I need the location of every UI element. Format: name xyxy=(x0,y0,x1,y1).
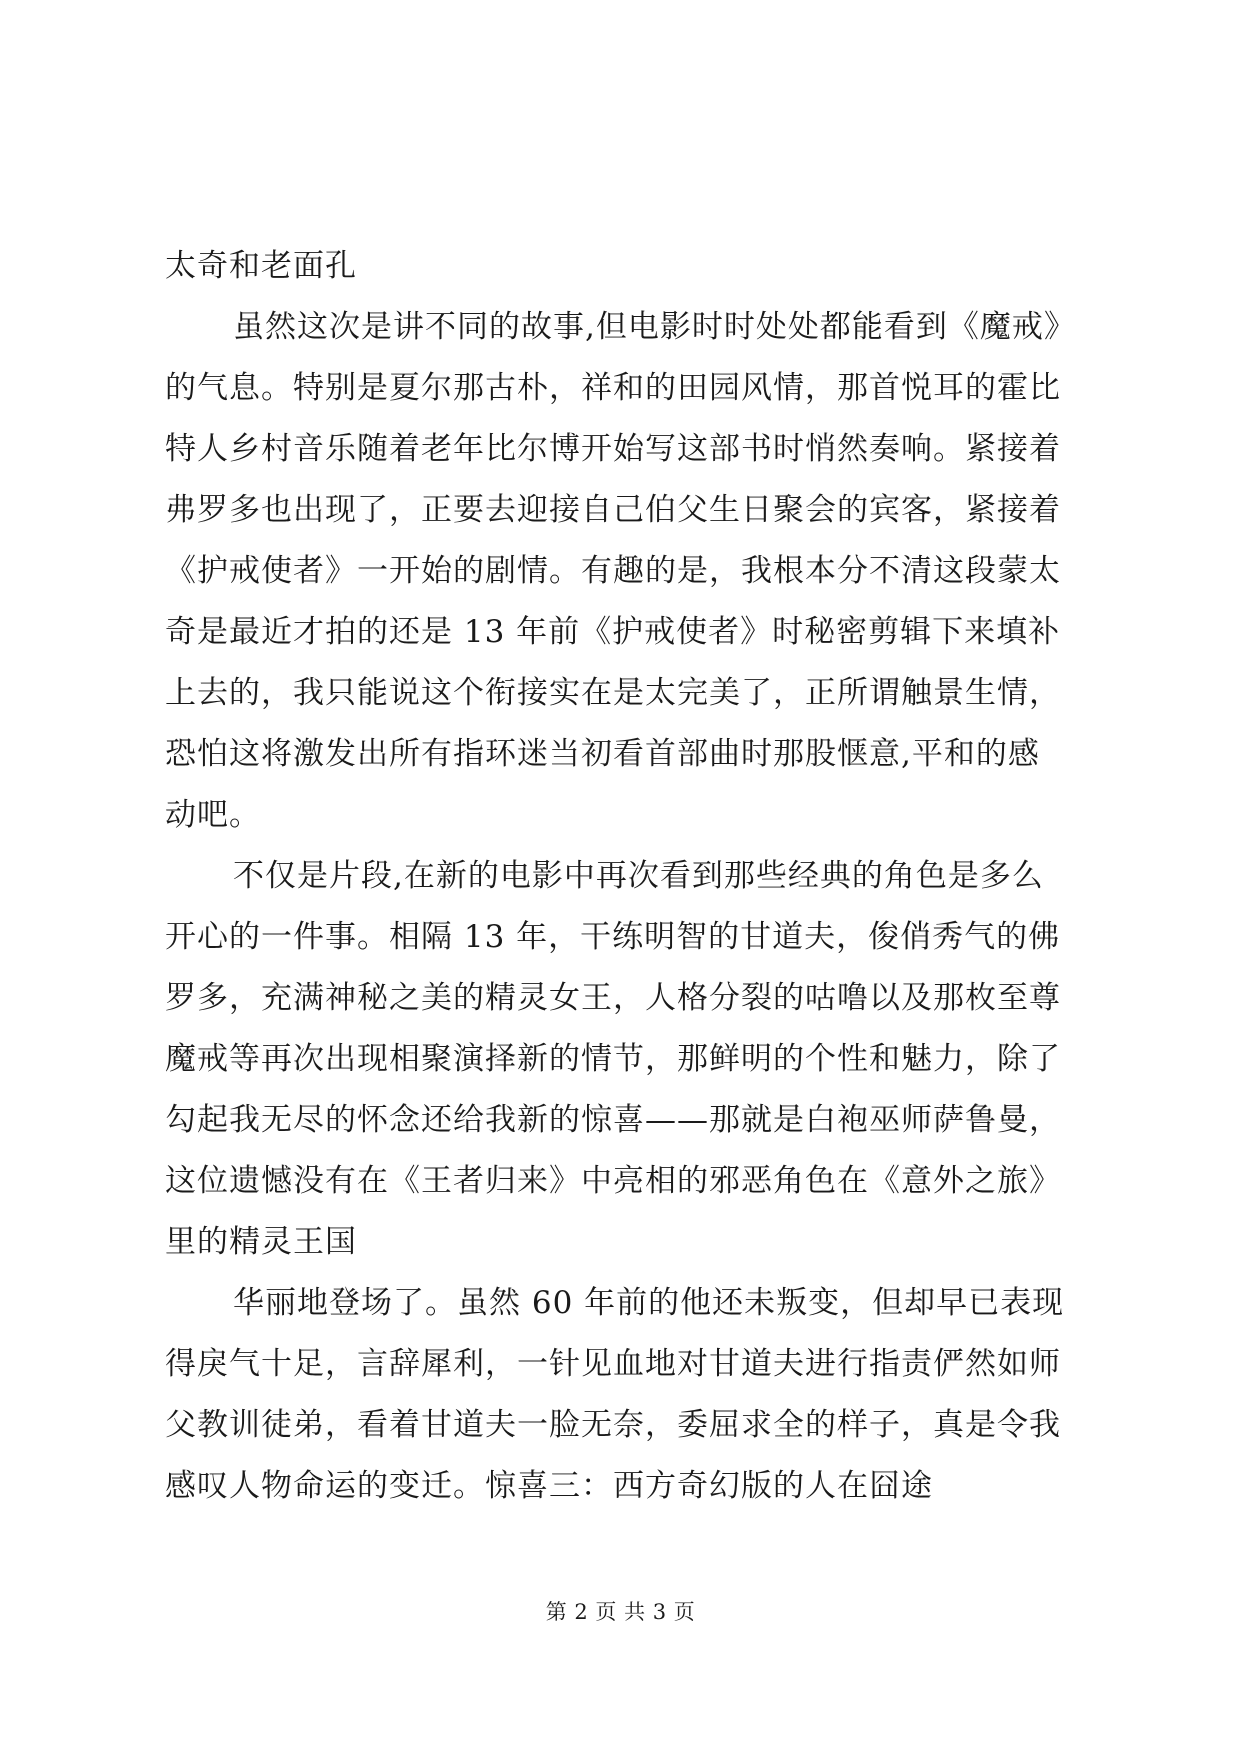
text-line: 的气息。特别是夏尔那古朴，祥和的田园风情，那首悦耳的霍比 xyxy=(165,370,1061,406)
text-line: 《护戒使者》一开始的剧情。有趣的是，我根本分不清这段蒙太 xyxy=(165,553,1061,589)
text-line: 恐怕这将激发出所有指环迷当初看首部曲时那股惬意,平和的感 xyxy=(165,736,1040,772)
text-line: 弗罗多也出现了，正要去迎接自己伯父生日聚会的宾客，紧接着 xyxy=(165,492,1061,528)
page-number-footer: 第 2 页 共 3 页 xyxy=(545,1600,696,1624)
text-line: 特人乡村音乐随着老年比尔博开始写这部书时悄然奏响。紧接着 xyxy=(165,431,1061,467)
text-line: 开心的一件事。相隔 13 年，干练明智的甘道夫，俊俏秀气的佛 xyxy=(165,919,1061,955)
text-line: 罗多，充满神秘之美的精灵女王，人格分裂的咕噜以及那枚至尊 xyxy=(165,980,1061,1016)
text-line: 感叹人物命运的变迁。惊喜三：西方奇幻版的人在囧途 xyxy=(165,1468,933,1504)
text-line: 这位遗憾没有在《王者归来》中亮相的邪恶角色在《意外之旅》 xyxy=(165,1163,1061,1199)
text-line: 不仅是片段,在新的电影中再次看到那些经典的角色是多么 xyxy=(233,858,1044,894)
text-line: 勾起我无尽的怀念还给我新的惊喜——那就是白袍巫师萨鲁曼， xyxy=(165,1102,1061,1138)
text-line: 里的精灵王国 xyxy=(165,1224,357,1260)
text-line: 魔戒等再次出现相聚演择新的情节，那鲜明的个性和魅力，除了 xyxy=(165,1041,1061,1077)
text-line: 虽然这次是讲不同的故事,但电影时时处处都能看到《魔戒》 xyxy=(233,309,1076,345)
text-line: 华丽地登场了。虽然 60 年前的他还未叛变，但却早已表现 xyxy=(233,1285,1065,1321)
document-body xyxy=(165,236,1075,1517)
text-line: 上去的，我只能说这个衔接实在是太完美了，正所谓触景生情， xyxy=(165,675,1061,711)
text-line: 太奇和老面孔 xyxy=(165,248,357,284)
text-line: 奇是最近才拍的还是 13 年前《护戒使者》时秘密剪辑下来填补 xyxy=(165,614,1061,650)
text-line: 动吧。 xyxy=(165,797,261,833)
text-line: 父教训徒弟，看着甘道夫一脸无奈，委屈求全的样子，真是令我 xyxy=(165,1407,1061,1443)
text-line: 得戾气十足，言辞犀利，一针见血地对甘道夫进行指责俨然如师 xyxy=(165,1346,1061,1382)
